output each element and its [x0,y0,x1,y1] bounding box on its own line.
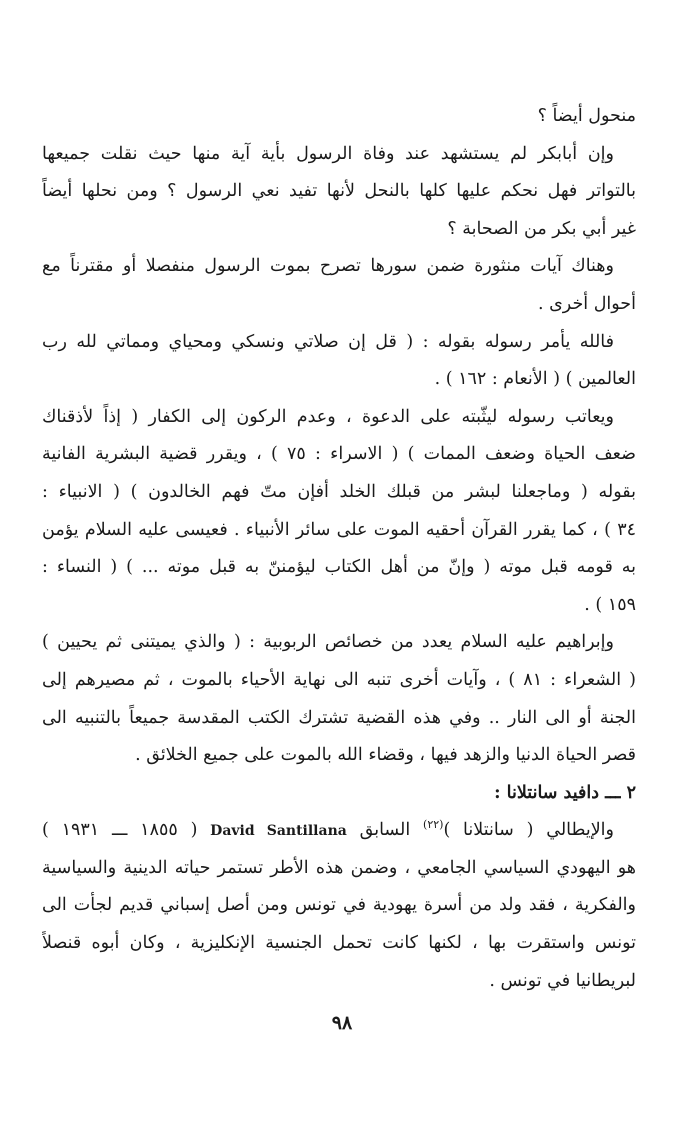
page-number: ٩٨ [331,1012,353,1034]
text-line: والفكرية ، فقد ولد من أسرة يهودية في تونس ومن أصل إسباني قديم لجأت الى [42,895,636,916]
text-line: الجنة أو الى النار .. وفي هذه القضية تشترك الكتب المقدسة جميعاً بالتنبيه الى [42,707,636,728]
text-line: لبريطانيا في تونس . [489,970,636,991]
text-line: منحول أيضاً ؟ [537,106,636,126]
text-line: أحوال أخرى . [537,293,636,314]
text-line: بالتواتر فهل نحكم عليها كلها بالنحل لأنها تفيد نعي الرسول ؟ ومن نحلها أيضاً [42,181,636,202]
text-line: ضعف الحياة وضعف الممات ) ( الاسراء : ٧٥ ) ، ويقرر قضية البشرية الفانية [42,444,636,465]
text-segment: والإيطالي ( سانتلانا ) [443,820,614,841]
text-line: قصر الحياة الدنيا والزهد فيها ، وقضاء الله بالموت على جميع الخلائق . [135,745,636,766]
text-line: وهناك آيات منثورة ضمن سورها تصرح بموت الرسول منفصلا أو مقترناً مع [42,256,614,277]
text-line: غير أبي بكر من الصحابة ؟ [447,218,636,239]
text-line: به قومه قبل موته ( وإنّ من أهل الكتاب ليؤمننّ به قبل موته ... ) ( النساء : [42,557,636,578]
text-line: تونس واستقرت بها ، لكنها كانت تحمل الجنسية الإنكليزية ، وكان أبوه قنصلاً [42,933,636,954]
text-line: ويعاتب رسوله ليثّبته على الدعوة ، وعدم الركون إلى الكفار ( إذاً لأذقناك [42,406,614,427]
latin-name: David Santillana [210,823,347,840]
footnote-marker: (٢٢) [423,818,444,832]
text-line: العالمين ) ( الأنعام : ١٦٢ ) . [434,369,636,390]
text-segment: ( ١٨٥٥ ـــ ١٩٣١ ) [42,820,211,841]
text-line: وإن أبابكر لم يستشهد عند وفاة الرسول بأية آية منها حيث نقلت جميعها [42,143,614,164]
text-line: هو اليهودي السياسي الجامعي ، وضمن هذه الأطر تستمر حياته الدينية والسياسية [42,857,636,878]
text-line: فالله يأمر رسوله بقوله : ( قل إن صلاتي ونسكي ومحياي ومماتي لله رب [42,331,614,352]
text-line: بقوله ( وماجعلنا لبشر من قبلك الخلد أفإن متّ فهم الخالدون ) ( الانبياء : [42,481,636,502]
page-body [42,98,636,1000]
santillana-intro-line [42,812,636,850]
text-line: ٣٤ ) ، كما يقرر القرآن أحقيه الموت على سائر الأنبياء . فعيسى عليه السلام يؤمن [42,519,636,540]
section-heading: ٢ ـــ دافيد سانتلانا : [494,782,636,803]
text-line: ١٥٩ ) . [584,594,636,615]
text-line: وإبراهيم عليه السلام يعدد من خصائص الربوبية : ( والذي يميتنى ثم يحيين ) [42,632,614,653]
text-segment: السابق [359,820,424,841]
text-line: ( الشعراء : ٨١ ) ، وآيات أخرى تنبه الى نهاية الأحياء بالموت ، ثم مصيرهم إلى [42,669,636,690]
